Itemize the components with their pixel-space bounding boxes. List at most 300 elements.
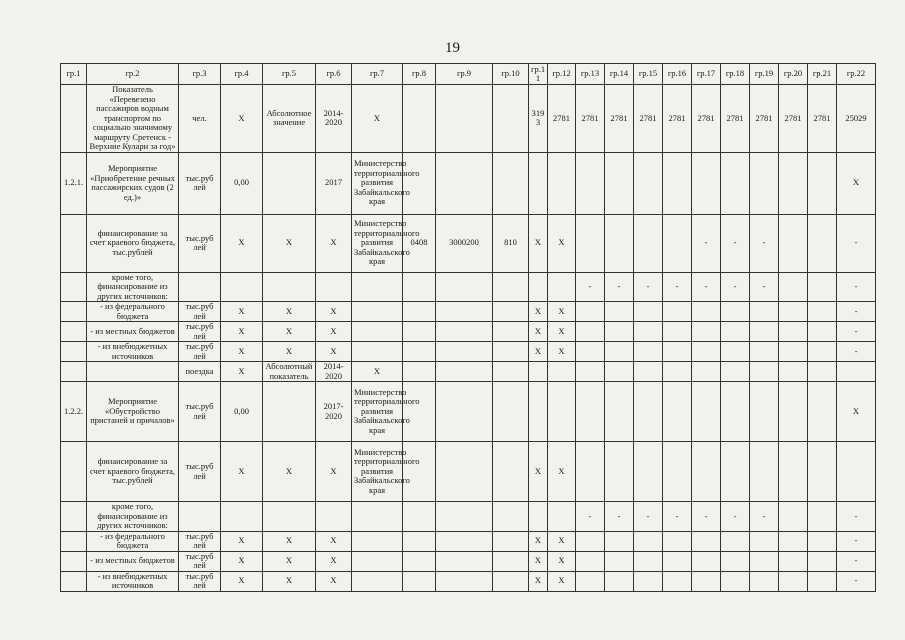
table-cell bbox=[436, 152, 493, 214]
table-cell: - bbox=[837, 302, 876, 322]
table-cell bbox=[493, 342, 529, 362]
table-cell bbox=[634, 551, 663, 571]
table-cell: - bbox=[663, 272, 692, 302]
table-cell bbox=[548, 382, 576, 442]
table-cell: X bbox=[352, 85, 403, 153]
table-row bbox=[61, 571, 876, 591]
column-header: гр.9 bbox=[436, 64, 493, 85]
table-cell: Абсолютный показатель bbox=[263, 362, 316, 382]
table-cell bbox=[605, 551, 634, 571]
table-cell: тыс.руб лей bbox=[179, 382, 221, 442]
table-cell: финансирование за счет краевого бюджета, тыс.рублей bbox=[87, 214, 179, 272]
table-cell: - bbox=[721, 272, 750, 302]
table-cell bbox=[436, 551, 493, 571]
table-row bbox=[61, 272, 876, 302]
table-cell bbox=[663, 382, 692, 442]
table-cell bbox=[576, 322, 605, 342]
table-cell: X bbox=[316, 551, 352, 571]
table-cell bbox=[721, 342, 750, 362]
table-cell bbox=[721, 152, 750, 214]
table-cell bbox=[179, 272, 221, 302]
table-cell bbox=[634, 571, 663, 591]
table-cell: - bbox=[721, 502, 750, 532]
table-cell bbox=[529, 382, 548, 442]
column-header: гр.7 bbox=[352, 64, 403, 85]
table-cell: - bbox=[837, 272, 876, 302]
table-cell bbox=[721, 302, 750, 322]
table-cell bbox=[403, 531, 436, 551]
table-cell: - из местных бюджетов bbox=[87, 322, 179, 342]
table-row bbox=[61, 442, 876, 502]
column-header: гр.18 bbox=[721, 64, 750, 85]
table-cell bbox=[779, 531, 808, 551]
table-cell bbox=[576, 362, 605, 382]
column-header: гр.3 bbox=[179, 64, 221, 85]
table-cell bbox=[750, 382, 779, 442]
table-cell bbox=[352, 502, 403, 532]
table-cell: - bbox=[692, 214, 721, 272]
table-cell bbox=[779, 362, 808, 382]
table-cell bbox=[61, 214, 87, 272]
header-row bbox=[61, 64, 876, 85]
table-cell bbox=[352, 571, 403, 591]
table-cell bbox=[61, 571, 87, 591]
table-cell bbox=[808, 571, 837, 591]
table-cell bbox=[61, 342, 87, 362]
table-cell: тыс.руб лей bbox=[179, 531, 221, 551]
column-header: гр.14 bbox=[605, 64, 634, 85]
table-cell bbox=[352, 322, 403, 342]
table-cell: 2014-2020 bbox=[316, 85, 352, 153]
table-cell: X bbox=[548, 551, 576, 571]
table-cell: 0,00 bbox=[221, 382, 263, 442]
table-cell: X bbox=[221, 362, 263, 382]
table-cell bbox=[263, 502, 316, 532]
table-row bbox=[61, 342, 876, 362]
table-cell: X bbox=[263, 342, 316, 362]
table-cell: 2781 bbox=[663, 85, 692, 153]
column-header: гр.16 bbox=[663, 64, 692, 85]
table-row bbox=[61, 551, 876, 571]
table-cell bbox=[576, 214, 605, 272]
page-number: 19 bbox=[445, 40, 460, 56]
table-cell bbox=[721, 322, 750, 342]
table-cell: тыс.руб лей bbox=[179, 322, 221, 342]
table-cell bbox=[808, 322, 837, 342]
table-cell bbox=[61, 85, 87, 153]
table-cell: Министерство территориального развития Забайкальского края bbox=[352, 214, 403, 272]
table-cell bbox=[692, 342, 721, 362]
table-cell bbox=[529, 362, 548, 382]
program-table bbox=[60, 63, 876, 592]
table-cell bbox=[263, 382, 316, 442]
column-header: гр.10 bbox=[493, 64, 529, 85]
table-cell: X bbox=[529, 551, 548, 571]
table-cell bbox=[663, 302, 692, 322]
column-header: гр.22 bbox=[837, 64, 876, 85]
table-cell: - bbox=[721, 214, 750, 272]
table-cell bbox=[837, 442, 876, 502]
table-cell bbox=[808, 342, 837, 362]
table-cell bbox=[576, 152, 605, 214]
table-cell: X bbox=[837, 152, 876, 214]
table-cell: Министерство территориального развития Забайкальского края bbox=[352, 382, 403, 442]
table-cell bbox=[605, 302, 634, 322]
table-cell bbox=[605, 442, 634, 502]
table-cell bbox=[576, 531, 605, 551]
table-cell: X bbox=[529, 571, 548, 591]
table-cell bbox=[493, 152, 529, 214]
table-cell bbox=[576, 382, 605, 442]
table-cell: - bbox=[837, 342, 876, 362]
table-cell bbox=[692, 322, 721, 342]
table-cell bbox=[779, 272, 808, 302]
table-cell: X bbox=[316, 302, 352, 322]
table-cell bbox=[605, 362, 634, 382]
table-cell: X bbox=[221, 342, 263, 362]
table-cell: тыс.руб лей bbox=[179, 152, 221, 214]
table-cell: 25029 bbox=[837, 85, 876, 153]
table-cell bbox=[634, 214, 663, 272]
table-cell bbox=[779, 342, 808, 362]
table-cell bbox=[61, 551, 87, 571]
table-cell bbox=[352, 531, 403, 551]
table-cell: - bbox=[663, 502, 692, 532]
table-cell bbox=[61, 302, 87, 322]
table-cell: X bbox=[548, 531, 576, 551]
table-cell bbox=[692, 152, 721, 214]
table-cell: - из местных бюджетов bbox=[87, 551, 179, 571]
table-cell bbox=[403, 322, 436, 342]
table-cell bbox=[403, 342, 436, 362]
column-header: гр.21 bbox=[808, 64, 837, 85]
table-cell bbox=[436, 322, 493, 342]
table-cell bbox=[721, 551, 750, 571]
table-cell bbox=[576, 551, 605, 571]
table-cell: 2017 bbox=[316, 152, 352, 214]
table-cell: X bbox=[529, 442, 548, 502]
table-cell bbox=[352, 272, 403, 302]
table-cell: X bbox=[548, 342, 576, 362]
table-cell: X bbox=[529, 214, 548, 272]
table-cell bbox=[436, 502, 493, 532]
table-cell: 3000200 bbox=[436, 214, 493, 272]
table-cell: - bbox=[634, 502, 663, 532]
table-cell bbox=[493, 362, 529, 382]
table-cell: X bbox=[263, 322, 316, 342]
table-cell bbox=[634, 152, 663, 214]
table-cell: X bbox=[263, 531, 316, 551]
table-cell bbox=[221, 502, 263, 532]
table-cell bbox=[263, 152, 316, 214]
table-row bbox=[61, 322, 876, 342]
table-cell: X bbox=[221, 551, 263, 571]
table-cell bbox=[548, 272, 576, 302]
table-cell: 2781 bbox=[576, 85, 605, 153]
table-cell bbox=[692, 571, 721, 591]
table-cell: Абсолютное значение bbox=[263, 85, 316, 153]
table-cell: тыс.руб лей bbox=[179, 551, 221, 571]
table-cell bbox=[663, 551, 692, 571]
table-row bbox=[61, 382, 876, 442]
table-cell bbox=[808, 272, 837, 302]
table-cell bbox=[779, 322, 808, 342]
table-cell: - bbox=[576, 502, 605, 532]
table-cell bbox=[605, 214, 634, 272]
table-cell bbox=[316, 502, 352, 532]
table-cell bbox=[548, 502, 576, 532]
table-cell: Мероприятие «Приобретение речных пассажирских судов (2 ед.)» bbox=[87, 152, 179, 214]
column-header: гр.17 bbox=[692, 64, 721, 85]
table-cell bbox=[750, 152, 779, 214]
column-header: гр.2 bbox=[87, 64, 179, 85]
table-cell bbox=[692, 302, 721, 322]
table-cell: X bbox=[529, 342, 548, 362]
table-cell bbox=[750, 442, 779, 502]
table-cell: - bbox=[692, 272, 721, 302]
table-cell bbox=[61, 322, 87, 342]
table-cell: 0,00 bbox=[221, 152, 263, 214]
table-cell: X bbox=[221, 302, 263, 322]
table-cell: 2017-2020 bbox=[316, 382, 352, 442]
table-cell: X bbox=[221, 214, 263, 272]
table-cell bbox=[221, 272, 263, 302]
table-cell bbox=[663, 152, 692, 214]
table-cell: 2781 bbox=[779, 85, 808, 153]
table-cell: - из внебюджетных источников bbox=[87, 571, 179, 591]
table-cell: X bbox=[316, 322, 352, 342]
table-cell: - bbox=[837, 322, 876, 342]
table-cell: - bbox=[750, 502, 779, 532]
table-cell bbox=[692, 442, 721, 502]
table-cell: финансирование за счет краевого бюджета, тыс.рублей bbox=[87, 442, 179, 502]
table-cell: Министерство территориального развития Забайкальского края bbox=[352, 152, 403, 214]
table-cell: 2781 bbox=[750, 85, 779, 153]
table-cell: X bbox=[548, 214, 576, 272]
table-row bbox=[61, 502, 876, 532]
table-cell: - bbox=[837, 502, 876, 532]
table-cell bbox=[403, 571, 436, 591]
table-cell bbox=[493, 302, 529, 322]
table-cell: X bbox=[548, 571, 576, 591]
table-cell bbox=[634, 362, 663, 382]
table-cell: 2014-2020 bbox=[316, 362, 352, 382]
table-cell bbox=[576, 571, 605, 591]
table-cell bbox=[493, 272, 529, 302]
table-cell: - bbox=[837, 214, 876, 272]
table-cell bbox=[605, 531, 634, 551]
table-row bbox=[61, 531, 876, 551]
table-cell: X bbox=[316, 442, 352, 502]
table-row bbox=[61, 362, 876, 382]
table-cell bbox=[576, 442, 605, 502]
table-cell bbox=[436, 442, 493, 502]
table-cell: - bbox=[692, 502, 721, 532]
table-cell bbox=[663, 571, 692, 591]
table-cell: 319 3 bbox=[529, 85, 548, 153]
table-cell bbox=[721, 382, 750, 442]
table-cell: 2781 bbox=[605, 85, 634, 153]
table-cell bbox=[352, 342, 403, 362]
column-header: гр.15 bbox=[634, 64, 663, 85]
table-cell bbox=[605, 322, 634, 342]
table-cell bbox=[548, 152, 576, 214]
table-cell bbox=[605, 342, 634, 362]
table-cell: 2781 bbox=[721, 85, 750, 153]
table-cell: - bbox=[750, 214, 779, 272]
table-cell: X bbox=[221, 571, 263, 591]
table-cell bbox=[779, 551, 808, 571]
column-header: гр.4 bbox=[221, 64, 263, 85]
table-cell: 0408 bbox=[403, 214, 436, 272]
table-cell bbox=[808, 382, 837, 442]
table-cell bbox=[750, 362, 779, 382]
table-cell bbox=[779, 442, 808, 502]
table-cell: - bbox=[837, 531, 876, 551]
table-cell: - bbox=[837, 571, 876, 591]
table-cell bbox=[721, 442, 750, 502]
table-cell bbox=[634, 342, 663, 362]
table-cell bbox=[403, 152, 436, 214]
column-header: гр.12 bbox=[548, 64, 576, 85]
table-cell bbox=[808, 214, 837, 272]
table-cell bbox=[663, 342, 692, 362]
table-cell: X bbox=[548, 322, 576, 342]
column-header: гр.1 1 bbox=[529, 64, 548, 85]
table-cell: X bbox=[263, 442, 316, 502]
table-cell: поездка bbox=[179, 362, 221, 382]
table-cell bbox=[779, 302, 808, 322]
table-cell bbox=[61, 272, 87, 302]
table-cell bbox=[750, 571, 779, 591]
table-cell bbox=[403, 442, 436, 502]
table-row bbox=[61, 152, 876, 214]
table-cell bbox=[808, 152, 837, 214]
table-cell bbox=[316, 272, 352, 302]
table-cell bbox=[493, 551, 529, 571]
table-cell bbox=[263, 272, 316, 302]
table-cell bbox=[663, 531, 692, 551]
table-cell bbox=[87, 362, 179, 382]
table-row bbox=[61, 214, 876, 272]
table-cell: - bbox=[634, 272, 663, 302]
table-cell: 1.2.1. bbox=[61, 152, 87, 214]
table-cell bbox=[529, 272, 548, 302]
table-cell bbox=[61, 531, 87, 551]
table-cell: 1.2.2. bbox=[61, 382, 87, 442]
table-cell: X bbox=[529, 302, 548, 322]
table-cell bbox=[436, 342, 493, 362]
table-cell: X bbox=[263, 214, 316, 272]
table-cell bbox=[692, 531, 721, 551]
table-row bbox=[61, 85, 876, 153]
table-cell: X bbox=[263, 302, 316, 322]
column-header: гр.8 bbox=[403, 64, 436, 85]
table-cell bbox=[493, 382, 529, 442]
table-cell: X bbox=[263, 551, 316, 571]
table-cell: тыс.руб лей bbox=[179, 214, 221, 272]
table-cell: X bbox=[221, 322, 263, 342]
table-cell bbox=[403, 551, 436, 571]
table-cell bbox=[663, 362, 692, 382]
table-cell bbox=[779, 571, 808, 591]
table-cell bbox=[436, 85, 493, 153]
table-cell bbox=[61, 502, 87, 532]
table-cell bbox=[750, 322, 779, 342]
table-cell bbox=[808, 531, 837, 551]
table-cell bbox=[692, 362, 721, 382]
table-cell: - bbox=[750, 272, 779, 302]
table-cell bbox=[403, 85, 436, 153]
table-cell bbox=[837, 362, 876, 382]
table-cell: Министерство территориального развития Забайкальского края bbox=[352, 442, 403, 502]
table-cell bbox=[750, 531, 779, 551]
table-cell bbox=[634, 322, 663, 342]
table-cell bbox=[403, 302, 436, 322]
table-cell bbox=[721, 531, 750, 551]
table-cell bbox=[605, 382, 634, 442]
table-cell: кроме того, финансирование из других источников: bbox=[87, 502, 179, 532]
table-cell bbox=[493, 531, 529, 551]
column-header: гр.13 bbox=[576, 64, 605, 85]
table-cell bbox=[436, 571, 493, 591]
table-cell bbox=[576, 302, 605, 322]
table-cell bbox=[403, 362, 436, 382]
table-cell bbox=[634, 531, 663, 551]
table-cell bbox=[808, 551, 837, 571]
table-cell bbox=[605, 571, 634, 591]
table-cell bbox=[692, 551, 721, 571]
table-cell bbox=[436, 272, 493, 302]
table-cell bbox=[493, 322, 529, 342]
table-cell: тыс.руб лей bbox=[179, 342, 221, 362]
table-cell bbox=[403, 382, 436, 442]
table-cell bbox=[634, 382, 663, 442]
table-cell: X bbox=[548, 442, 576, 502]
table-cell bbox=[576, 342, 605, 362]
column-header: гр.19 bbox=[750, 64, 779, 85]
table-cell bbox=[663, 214, 692, 272]
table-cell bbox=[779, 502, 808, 532]
column-header: гр.5 bbox=[263, 64, 316, 85]
table-cell: - bbox=[605, 272, 634, 302]
table-cell bbox=[779, 382, 808, 442]
table-cell: тыс.руб лей bbox=[179, 302, 221, 322]
table-cell: тыс.руб лей bbox=[179, 442, 221, 502]
table-cell: кроме того, финансирование из других источников: bbox=[87, 272, 179, 302]
table-cell bbox=[548, 362, 576, 382]
table-cell bbox=[750, 551, 779, 571]
table-cell bbox=[403, 272, 436, 302]
table-cell bbox=[808, 502, 837, 532]
table-cell: 2781 bbox=[548, 85, 576, 153]
table-cell: - bbox=[837, 551, 876, 571]
table-cell bbox=[808, 442, 837, 502]
table-cell: X bbox=[529, 531, 548, 551]
table-cell bbox=[352, 551, 403, 571]
table-cell: - bbox=[605, 502, 634, 532]
table-cell: X bbox=[316, 342, 352, 362]
table-cell bbox=[779, 152, 808, 214]
table-cell: X bbox=[837, 382, 876, 442]
table-cell: X bbox=[316, 531, 352, 551]
table-cell: X bbox=[548, 302, 576, 322]
table-cell bbox=[61, 362, 87, 382]
table-cell bbox=[721, 362, 750, 382]
table-cell: чел. bbox=[179, 85, 221, 153]
table-cell bbox=[692, 382, 721, 442]
table-cell bbox=[808, 362, 837, 382]
